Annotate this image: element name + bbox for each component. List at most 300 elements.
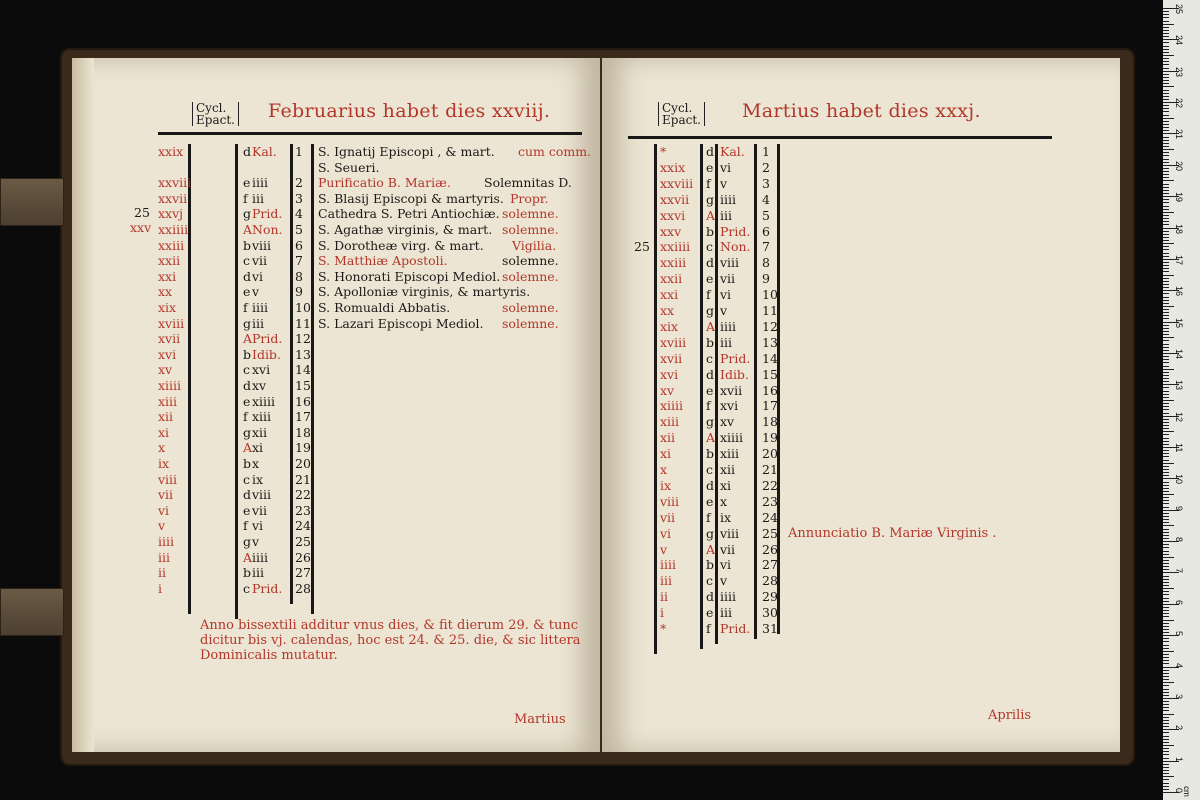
ruler-minor-tick — [1163, 723, 1169, 724]
ruler-minor-tick — [1163, 27, 1169, 28]
feast-text-cell: S. Matthiæ Apostoli. — [318, 253, 448, 269]
ruler-minor-tick — [1163, 497, 1169, 498]
dominical-letter-cell: b — [706, 446, 715, 462]
dominical-letter-cell: g — [706, 191, 715, 207]
ruler-label: 3 — [1174, 693, 1184, 699]
roman-day-cell: iiii — [720, 318, 736, 334]
dominical-letter-cell: b — [243, 456, 252, 471]
ruler-minor-tick — [1163, 168, 1169, 169]
ruler-minor-tick — [1163, 710, 1169, 711]
ruler-minor-tick — [1163, 776, 1174, 777]
ruler-minor-tick — [1163, 529, 1169, 530]
ruler-minor-tick — [1163, 783, 1169, 784]
ruler-minor-tick — [1163, 209, 1169, 210]
ruler-minor-tick — [1163, 174, 1169, 175]
ruler-minor-tick — [1163, 758, 1169, 759]
ruler-minor-tick — [1163, 262, 1169, 263]
ruler-minor-tick — [1163, 303, 1169, 304]
epact-cell: xxvi — [660, 207, 686, 223]
roman-day-cell: xi — [720, 477, 732, 493]
ruler-minor-tick — [1163, 463, 1174, 464]
ruler-minor-tick — [1163, 670, 1169, 671]
ruler-minor-tick — [1163, 676, 1169, 677]
dominical-letter-cell: b — [706, 334, 715, 350]
ruler-minor-tick — [1163, 767, 1169, 768]
margin-number: 25 — [634, 239, 650, 255]
left-page — [72, 58, 600, 752]
ruler-minor-tick — [1163, 641, 1169, 642]
epact-cell: xvi — [660, 366, 679, 382]
day-number-cell: 12 — [762, 318, 778, 334]
ruler-minor-tick — [1163, 444, 1169, 445]
ruler-minor-tick — [1163, 591, 1169, 592]
ruler-minor-tick — [1163, 17, 1169, 18]
ruler-minor-tick — [1163, 588, 1174, 589]
ruler-minor-tick — [1163, 620, 1174, 621]
epact-cell: xxiii — [158, 237, 185, 253]
ruler-minor-tick — [1163, 507, 1169, 508]
roman-day-cell: xiiii — [720, 430, 744, 446]
dominical-letter-cell: f — [706, 287, 711, 303]
ruler-minor-tick — [1163, 441, 1169, 442]
ruler-minor-tick — [1163, 199, 1169, 200]
epact-cell: v — [660, 541, 668, 557]
day-number-cell: 11 — [295, 315, 311, 331]
ruler-minor-tick — [1163, 234, 1169, 235]
ruler-minor-tick — [1163, 33, 1169, 34]
ruler-minor-tick — [1163, 732, 1169, 733]
ruler-minor-tick — [1163, 431, 1174, 432]
roman-day-cell: iii — [252, 190, 264, 206]
day-number-cell: 22 — [295, 487, 311, 503]
feast-text-cell: S. Seueri. — [318, 159, 380, 175]
ruler-minor-tick — [1163, 745, 1174, 746]
dominical-letter-cell: A — [706, 430, 716, 446]
day-number-cell: 13 — [295, 346, 311, 362]
ruler-minor-tick — [1163, 96, 1169, 97]
ruler-minor-tick — [1163, 779, 1169, 780]
day-number-cell: 28 — [762, 573, 778, 589]
ruler-minor-tick — [1163, 601, 1169, 602]
dominical-letter-cell: e — [243, 502, 251, 518]
dominical-letter-cell: f — [706, 509, 711, 525]
ruler-label: 14 — [1174, 348, 1184, 359]
epact-cell: v — [158, 518, 166, 534]
ruler-minor-tick — [1163, 692, 1169, 693]
day-number-cell: 24 — [762, 509, 778, 525]
ruler-minor-tick — [1163, 663, 1169, 664]
day-number-cell: 13 — [762, 334, 778, 350]
ruler-minor-tick — [1163, 466, 1169, 467]
epact-cell: xix — [158, 300, 177, 315]
ruler-minor-tick — [1163, 482, 1169, 483]
ruler-label: 15 — [1174, 317, 1184, 328]
ruler-minor-tick — [1163, 300, 1169, 301]
day-number-cell: 4 — [762, 191, 770, 207]
roman-day-cell: Prid. — [252, 331, 283, 347]
ruler-minor-tick — [1163, 513, 1169, 514]
epact-cell: xxii — [660, 271, 683, 287]
ruler-minor-tick — [1163, 115, 1169, 116]
day-number-cell: 18 — [295, 424, 311, 440]
roman-day-cell: iiii — [252, 300, 268, 315]
roman-day-cell: viii — [720, 255, 740, 271]
day-number-cell: 1 — [295, 144, 303, 159]
ruler-label: 8 — [1174, 537, 1184, 543]
ruler-minor-tick — [1163, 494, 1174, 495]
ruler-minor-tick — [1163, 736, 1169, 737]
ruler-minor-tick — [1163, 202, 1169, 203]
ruler-minor-tick — [1163, 162, 1169, 163]
left-cycl-header — [192, 102, 239, 126]
day-number-cell: 15 — [762, 366, 778, 382]
roman-day-cell: xii — [720, 462, 736, 477]
ruler-minor-tick — [1163, 648, 1169, 649]
dominical-letter-cell: d — [706, 255, 715, 271]
page-edge-stack — [72, 58, 94, 752]
ruler-minor-tick — [1163, 108, 1169, 109]
epact-cell: xvi — [158, 346, 177, 362]
day-number-cell: 14 — [295, 362, 311, 378]
ruler-minor-tick — [1163, 547, 1169, 548]
ruler-minor-tick — [1163, 406, 1169, 407]
ruler-minor-tick — [1163, 422, 1169, 423]
roman-day-cell: xiiii — [252, 393, 276, 409]
ruler-minor-tick — [1163, 391, 1169, 392]
epact-cell: xiii — [660, 414, 680, 430]
ruler-minor-tick — [1163, 83, 1169, 84]
ruler-label: 11 — [1174, 443, 1184, 453]
ruler-minor-tick — [1163, 400, 1174, 401]
roman-day-cell: iiii — [720, 589, 736, 605]
ruler-minor-tick — [1163, 557, 1174, 558]
ruler-minor-tick — [1163, 754, 1169, 755]
ruler-minor-tick — [1163, 74, 1169, 75]
day-number-cell: 30 — [762, 605, 778, 621]
ruler-minor-tick — [1163, 748, 1169, 749]
ruler-minor-tick — [1163, 551, 1169, 552]
ruler-minor-tick — [1163, 491, 1169, 492]
ruler-minor-tick — [1163, 271, 1169, 272]
left-vline-3 — [290, 144, 293, 604]
ruler-minor-tick — [1163, 701, 1169, 702]
ruler-minor-tick — [1163, 626, 1169, 627]
ruler-minor-tick — [1163, 717, 1169, 718]
day-number-cell: 28 — [295, 580, 311, 596]
ruler-minor-tick — [1163, 409, 1169, 410]
ruler-minor-tick — [1163, 111, 1169, 112]
ruler-label: 19 — [1174, 192, 1184, 203]
ruler-minor-tick — [1163, 21, 1169, 22]
dominical-letter-cell: b — [243, 565, 252, 581]
dominical-letter-cell: e — [243, 284, 251, 300]
left-footnote — [200, 618, 600, 663]
ruler-minor-tick — [1163, 425, 1169, 426]
epact-cell: i — [158, 580, 162, 596]
feast-note-cell: solemne. — [502, 253, 559, 269]
ruler-minor-tick — [1163, 206, 1169, 207]
ruler-minor-tick — [1163, 36, 1169, 37]
ruler-minor-tick — [1163, 544, 1169, 545]
ruler-minor-tick — [1163, 224, 1169, 225]
dominical-letter-cell: e — [243, 393, 251, 409]
ruler-minor-tick — [1163, 679, 1169, 680]
roman-day-cell: v — [720, 573, 728, 589]
epact-cell: xxviii — [158, 175, 192, 191]
ruler-minor-tick — [1163, 309, 1169, 310]
ruler-minor-tick — [1163, 786, 1169, 787]
ruler-minor-tick — [1163, 297, 1169, 298]
dominical-letter-cell: g — [706, 303, 715, 318]
ruler-minor-tick — [1163, 789, 1169, 790]
day-number-cell: 2 — [295, 175, 303, 191]
feast-text-cell: S. Ignatij Episcopi , & mart. — [318, 144, 495, 159]
day-number-cell: 7 — [295, 253, 303, 269]
roman-day-cell: x — [720, 493, 728, 509]
ruler-minor-tick — [1163, 438, 1169, 439]
epact-cell: ii — [660, 589, 668, 605]
ruler-minor-tick — [1163, 256, 1169, 257]
ruler-minor-tick — [1163, 193, 1169, 194]
ruler-minor-tick — [1163, 340, 1169, 341]
ruler-minor-tick — [1163, 328, 1169, 329]
ruler-minor-tick — [1163, 334, 1169, 335]
left-cycl-label: Cycl. — [196, 101, 227, 115]
dominical-letter-cell: c — [243, 253, 251, 269]
ruler-minor-tick — [1163, 525, 1174, 526]
epact-cell: xxi — [660, 287, 679, 303]
ruler-minor-tick — [1163, 127, 1169, 128]
epact-cell: xxix — [158, 144, 184, 159]
roman-day-cell: vi — [720, 557, 732, 573]
ruler-minor-tick — [1163, 130, 1169, 131]
feast-text-cell: S. Honorati Episcopi Mediol. — [318, 268, 501, 284]
day-number-cell: 2 — [762, 159, 770, 175]
ruler-minor-tick — [1163, 171, 1169, 172]
ruler-label: 7 — [1174, 568, 1184, 574]
ruler-minor-tick — [1163, 450, 1169, 451]
ruler-label: 6 — [1174, 599, 1184, 605]
feast-text-cell: Cathedra S. Petri Antiochiæ. — [318, 206, 500, 222]
ruler-minor-tick — [1163, 356, 1169, 357]
left-catchword: Martius — [514, 712, 566, 727]
ruler-minor-tick — [1163, 99, 1169, 100]
feast-note-cell: solemne. — [502, 315, 559, 331]
dominical-letter-cell: A — [706, 541, 716, 557]
ruler-minor-tick — [1163, 318, 1169, 319]
ruler-minor-tick — [1163, 184, 1169, 185]
dominical-letter-cell: d — [706, 589, 715, 605]
ruler-minor-tick — [1163, 403, 1169, 404]
ruler-minor-tick — [1163, 773, 1169, 774]
epact-cell: i — [660, 605, 664, 621]
roman-day-cell: iiii — [252, 175, 268, 191]
day-number-cell: 4 — [295, 206, 303, 222]
ruler-minor-tick — [1163, 475, 1169, 476]
dominical-letter-cell: c — [243, 362, 251, 378]
ruler-minor-tick — [1163, 657, 1169, 658]
roman-day-cell: vi — [720, 287, 732, 303]
dominical-letter-cell: f — [243, 190, 248, 206]
day-number-cell: 21 — [295, 471, 311, 487]
day-number-cell: 18 — [762, 414, 778, 430]
ruler-unit: cm — [1181, 786, 1191, 797]
feast-note-cell: solemne. — [502, 268, 559, 284]
dominical-letter-cell: g — [243, 534, 252, 549]
day-number-cell: 10 — [762, 287, 778, 303]
ruler-minor-tick — [1163, 714, 1174, 715]
feast-text-cell: S. Apolloniæ virginis, & martyris. — [318, 284, 531, 300]
day-number-cell: 6 — [295, 237, 303, 253]
ruler-minor-tick — [1163, 610, 1169, 611]
epact-cell: xvii — [660, 350, 683, 366]
ruler-minor-tick — [1163, 645, 1169, 646]
ruler-minor-tick — [1163, 413, 1169, 414]
ruler-minor-tick — [1163, 124, 1169, 125]
roman-day-cell: xv — [252, 378, 267, 393]
roman-day-cell: iii — [720, 605, 732, 621]
ruler-minor-tick — [1163, 456, 1169, 457]
ruler-minor-tick — [1163, 460, 1169, 461]
dominical-letter-cell: c — [706, 573, 714, 589]
ruler-minor-tick — [1163, 359, 1169, 360]
dominical-letter-cell: d — [706, 144, 715, 159]
day-number-cell: 23 — [762, 493, 778, 509]
epact-cell: xvii — [158, 331, 181, 347]
ruler-minor-tick — [1163, 180, 1174, 181]
epact-cell: ix — [660, 477, 672, 493]
ruler-minor-tick — [1163, 68, 1169, 69]
ruler-minor-tick — [1163, 137, 1169, 138]
dominical-letter-cell: e — [706, 159, 714, 175]
day-number-cell: 26 — [762, 541, 778, 557]
roman-day-cell: Prid. — [720, 350, 751, 366]
day-number-cell: 19 — [762, 430, 778, 446]
dominical-letter-cell: g — [706, 525, 715, 541]
ruler-minor-tick — [1163, 218, 1169, 219]
day-number-cell: 11 — [762, 303, 778, 318]
roman-day-cell: ix — [252, 471, 264, 487]
ruler-minor-tick — [1163, 607, 1169, 608]
epact-cell: xxvj — [158, 206, 184, 222]
epact-cell: xxi — [158, 268, 177, 284]
dominical-letter-cell: A — [706, 318, 716, 334]
day-number-cell: 12 — [295, 331, 311, 347]
right-vline-2 — [700, 144, 703, 649]
ruler-minor-tick — [1163, 121, 1169, 122]
day-number-cell: 8 — [762, 255, 770, 271]
dominical-letter-cell: e — [706, 271, 714, 287]
day-number-cell: 8 — [295, 268, 303, 284]
roman-day-cell: iii — [252, 315, 264, 331]
day-number-cell: 16 — [295, 393, 311, 409]
dominical-letter-cell: f — [706, 621, 711, 636]
dominical-letter-cell: d — [243, 487, 252, 503]
roman-day-cell: v — [252, 534, 260, 549]
ruler-minor-tick — [1163, 240, 1169, 241]
epact-cell: xv — [660, 382, 675, 398]
left-vline-2 — [235, 144, 238, 619]
ruler-minor-tick — [1163, 488, 1169, 489]
ruler-minor-tick — [1163, 472, 1169, 473]
ruler-minor-tick — [1163, 231, 1169, 232]
day-number-cell: 7 — [762, 239, 770, 255]
dominical-letter-cell: A — [706, 207, 716, 223]
day-number-cell: 27 — [762, 557, 778, 573]
ruler-minor-tick — [1163, 682, 1174, 683]
roman-day-cell: Non. — [720, 239, 751, 255]
ruler-minor-tick — [1163, 155, 1169, 156]
ruler-minor-tick — [1163, 387, 1169, 388]
ruler-minor-tick — [1163, 80, 1169, 81]
day-number-cell: 25 — [762, 525, 778, 541]
roman-day-cell: viii — [252, 487, 272, 503]
roman-day-cell: Prid. — [720, 223, 751, 239]
ruler-minor-tick — [1163, 519, 1169, 520]
roman-day-cell: vi — [252, 518, 264, 534]
roman-day-cell: xii — [252, 424, 268, 440]
ruler-minor-tick — [1163, 594, 1169, 595]
dominical-letter-cell: f — [243, 409, 248, 425]
day-number-cell: 1 — [762, 144, 770, 159]
feast-note-cell: solemne. — [502, 206, 559, 222]
ruler-minor-tick — [1163, 49, 1169, 50]
ruler-minor-tick — [1163, 485, 1169, 486]
ruler-minor-tick — [1163, 362, 1169, 363]
ruler-minor-tick — [1163, 434, 1169, 435]
day-number-cell: 3 — [295, 190, 303, 206]
ruler-minor-tick — [1163, 685, 1169, 686]
roman-day-cell: v — [720, 175, 728, 191]
ruler-minor-tick — [1163, 268, 1169, 269]
roman-day-cell: Prid. — [720, 621, 751, 636]
day-number-cell: 17 — [295, 409, 311, 425]
ruler-minor-tick — [1163, 453, 1169, 454]
ruler-minor-tick — [1163, 764, 1169, 765]
roman-day-cell: vi — [720, 159, 732, 175]
ruler-minor-tick — [1163, 347, 1169, 348]
ruler-minor-tick — [1163, 55, 1174, 56]
epact-cell: vi — [660, 525, 672, 541]
epact-cell: xxiiii — [158, 222, 189, 237]
ruler-minor-tick — [1163, 369, 1174, 370]
ruler-label: 5 — [1174, 631, 1184, 637]
ruler-label: 22 — [1174, 98, 1184, 109]
ruler-minor-tick — [1163, 58, 1169, 59]
ruler-minor-tick — [1163, 695, 1169, 696]
epact-cell: xx — [158, 284, 173, 300]
ruler-minor-tick — [1163, 616, 1169, 617]
ruler-minor-tick — [1163, 306, 1174, 307]
margin-number: 25 — [134, 204, 150, 220]
dominical-letter-cell: c — [243, 580, 251, 596]
ruler-minor-tick — [1163, 275, 1174, 276]
epact-cell: iiii — [158, 534, 174, 549]
ruler-minor-tick — [1163, 146, 1169, 147]
feast-note-cell: cum comm. — [518, 144, 592, 159]
day-number-cell: 23 — [295, 502, 311, 518]
dominical-letter-cell: f — [243, 518, 248, 534]
ruler-label: 16 — [1174, 286, 1184, 297]
epact-cell: ii — [158, 565, 166, 581]
ruler-minor-tick — [1163, 378, 1169, 379]
epact-cell: ix — [158, 456, 170, 471]
ruler-minor-tick — [1163, 287, 1169, 288]
ruler-minor-tick — [1163, 673, 1169, 674]
ruler-minor-tick — [1163, 143, 1169, 144]
epact-cell: xviii — [158, 315, 185, 331]
dominical-letter-cell: g — [243, 315, 252, 331]
